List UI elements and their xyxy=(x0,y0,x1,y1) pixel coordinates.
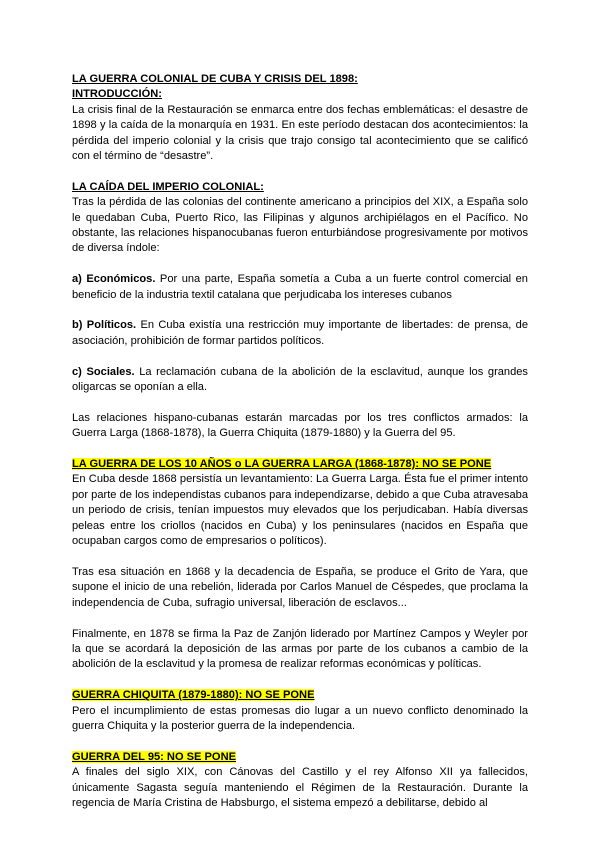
guerra-chiquita-paragraph: Pero el incumplimiento de estas promesas dio lugar a un nuevo conflicto denominado la guerra Chiquita y la posterior guerra de la independencia. xyxy=(72,704,528,732)
motivo-text: La reclamación cubana de la abolición de la esclavitud, aunque los grandes oligarcas se oponían a ella. xyxy=(72,365,528,394)
guerra-95-paragraph: A finales del siglo XIX, con Cánovas del Castillo y el rey Alfonso XII ya fallecidos, únicamente Sagasta seguía manteniendo el Régimen de la Restauración. Durante la regencia de María Cristina de Habsburgo, el sistema empezó a debilitarse, debido al xyxy=(72,766,528,809)
motivo-label: b) Políticos. xyxy=(72,319,137,332)
intro-paragraph: La crisis final de la Restauración se enmarca entre dos fechas emblemáticas: el desastre de 1898 y la caída de la monarquía en 1931. En este período destacan dos acontecimientos: la pérdida del imperio colonial y la crisis que trajo consigo tal acontecimiento que se calificó con el término de “desastre”. xyxy=(72,103,528,163)
motivo-politicos xyxy=(72,318,528,349)
guerra-larga-paragraph-1: En Cuba desde 1868 persistía un levantamiento: La Guerra Larga. Ésta fue el primer intento por parte de los independistas cubanos para independizarse, debido a que Cuba atravesaba un periodo de crisis, tenían impuestos muy elevados que los perjudicaban. Había diversas peleas entre los criollos (nacidos en Cuba) y los peninsulares (nacidos en España que ocupaban cargos como de empresarios o políticos). xyxy=(72,473,528,548)
motivo-sociales xyxy=(72,365,528,396)
caida-paragraph: Tras la pérdida de las colonias del continente americano a principios del XIX, a España solo le quedaban Cuba, Puerto Rico, las Filipinas y algunos archipiélagos en el Pacífico. No obstante, las relaciones hispanocubanas fueron enturbiándose progresivamente por motivos de diversa índole: xyxy=(72,196,528,255)
guerra-chiquita-heading xyxy=(72,688,528,703)
guerra-larga-paragraph-2: Tras esa situación en 1868 y la decadencia de España, se produce el Grito de Yara, que supone el inicio de una rebelión, liderada por Carlos Manuel de Céspedes, que proclama la independencia de Cuba, sufragio universal, liberación de esclavos... xyxy=(72,565,528,609)
guerra-95-heading xyxy=(72,750,528,765)
guerra-95-heading-text: GUERRA DEL 95: NO SE PONE xyxy=(72,750,236,763)
guerra-larga-heading-text: LA GUERRA DE LOS 10 AÑOS o LA GUERRA LARGA (1868-1878): NO SE PONE xyxy=(72,458,492,471)
guerra-larga-paragraph-3: Finalmente, en 1878 se firma la Paz de Zanjón liderado por Martínez Campos y Weyler por la que se acordará la deposición de las armas por parte de los cubanos a cambio de la abolición de la esclavitud y la promesa de realizar reformas económicas y políticas. xyxy=(72,627,528,671)
caida-heading: LA CAÍDA DEL IMPERIO COLONIAL: xyxy=(72,180,264,193)
guerra-chiquita-heading-text: GUERRA CHIQUITA (1879-1880): NO SE PONE xyxy=(72,689,315,702)
document-body xyxy=(72,72,528,811)
intro-heading: INTRODUCCIÓN: xyxy=(72,88,162,101)
caida-closing: Las relaciones hispano-cubanas estarán marcadas por los tres conflictos armados: la Guerra Larga (1868-1878), la Guerra Chiquita (1879-1880) y la Guerra del 95. xyxy=(72,411,528,440)
guerra-larga-heading xyxy=(72,457,528,472)
motivo-text: Por una parte, España sometía a Cuba a un fuerte control comercial en beneficio de la industria textil catalana que perjudicaba los intereses cubanos xyxy=(72,273,528,301)
motivo-economicos xyxy=(72,272,528,303)
motivo-text: En Cuba existía una restricción muy importante de libertades: de prensa, de asociación, prohibición de formar partidos políticos. xyxy=(72,319,529,347)
motivo-label: c) Sociales. xyxy=(72,365,135,378)
motivo-label: a) Económicos. xyxy=(72,273,156,286)
document-title: LA GUERRA COLONIAL DE CUBA Y CRISIS DEL 1898: xyxy=(72,73,358,85)
